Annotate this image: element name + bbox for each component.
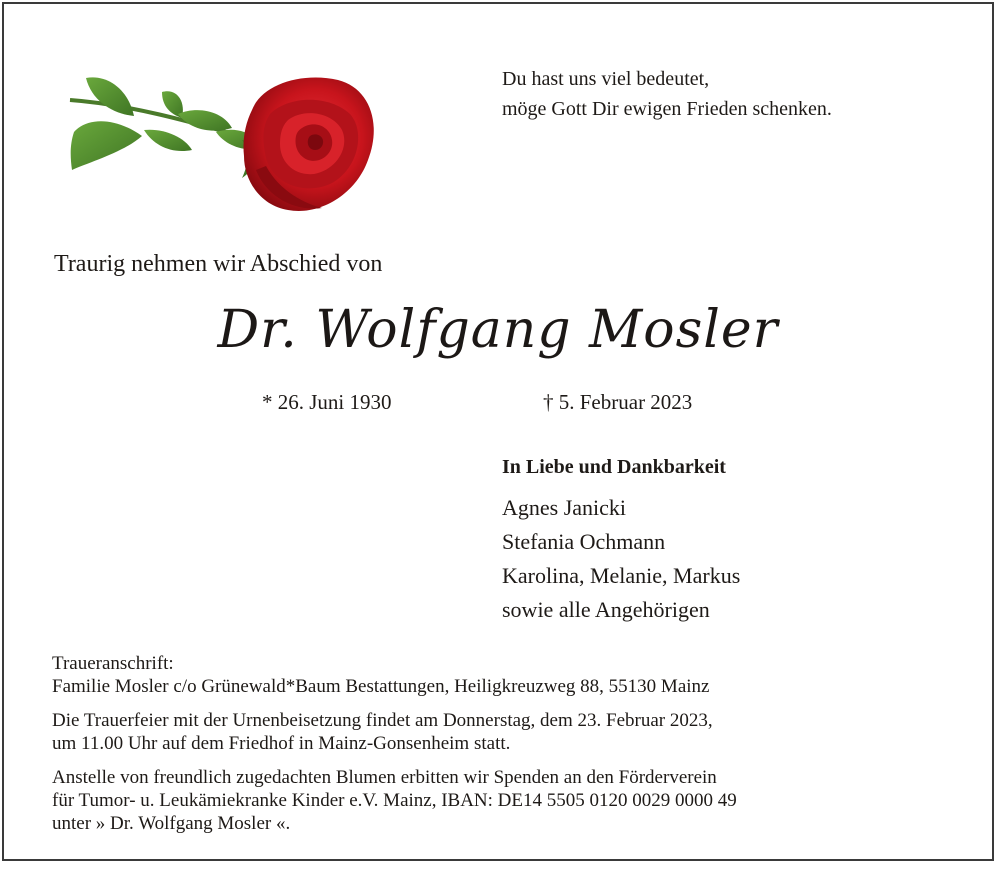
mourner-name: sowie alle Angehörigen (502, 597, 710, 622)
ceremony-line-1: Die Trauerfeier mit der Urnenbeisetzung findet am Donnerstag, dem 23. Februar 2023, (52, 710, 713, 731)
donation-line-2: für Tumor- u. Leukämiekranke Kinder e.V. Mainz, IBAN: DE14 5505 0120 0029 0000 49 (52, 790, 737, 811)
death-date: † 5. Februar 2023 (543, 390, 693, 414)
address-label: Traueranschrift: (52, 653, 174, 674)
memorial-verse (502, 64, 832, 124)
birth-date: * 26. Juni 1930 (262, 390, 392, 414)
mourners-section (502, 456, 740, 627)
verse-line-1: Du hast uns viel bedeutet, (502, 68, 710, 90)
mourners-heading: In Liebe und Dankbarkeit (502, 456, 726, 478)
mourner-name: Karolina, Melanie, Markus (502, 563, 741, 588)
ceremony-line-2: um 11.00 Uhr auf dem Friedhof in Mainz-Gonsenheim statt. (52, 733, 511, 754)
verse-line-2: möge Gott Dir ewigen Frieden schenken. (502, 98, 832, 120)
donation-line-3: unter » Dr. Wolfgang Mosler «. (52, 813, 291, 834)
notice-details (52, 652, 952, 846)
ceremony-info (52, 709, 952, 755)
obituary-card (2, 2, 994, 861)
mourner-name: Agnes Janicki (502, 495, 627, 520)
donation-info (52, 766, 952, 835)
red-rose-image (66, 70, 382, 220)
mourner-name: Stefania Ochmann (502, 529, 666, 554)
donation-line-1: Anstelle von freundlich zugedachten Blumen erbitten wir Spenden an den Förderverein (52, 767, 717, 788)
deceased-name: Dr. Wolfgang Mosler (217, 300, 779, 360)
address-text: Familie Mosler c/o Grünewald*Baum Bestattungen, Heiligkreuzweg 88, 55130 Mainz (52, 676, 710, 697)
mourning-address (52, 652, 952, 698)
farewell-intro: Traurig nehmen wir Abschied von (54, 251, 383, 277)
